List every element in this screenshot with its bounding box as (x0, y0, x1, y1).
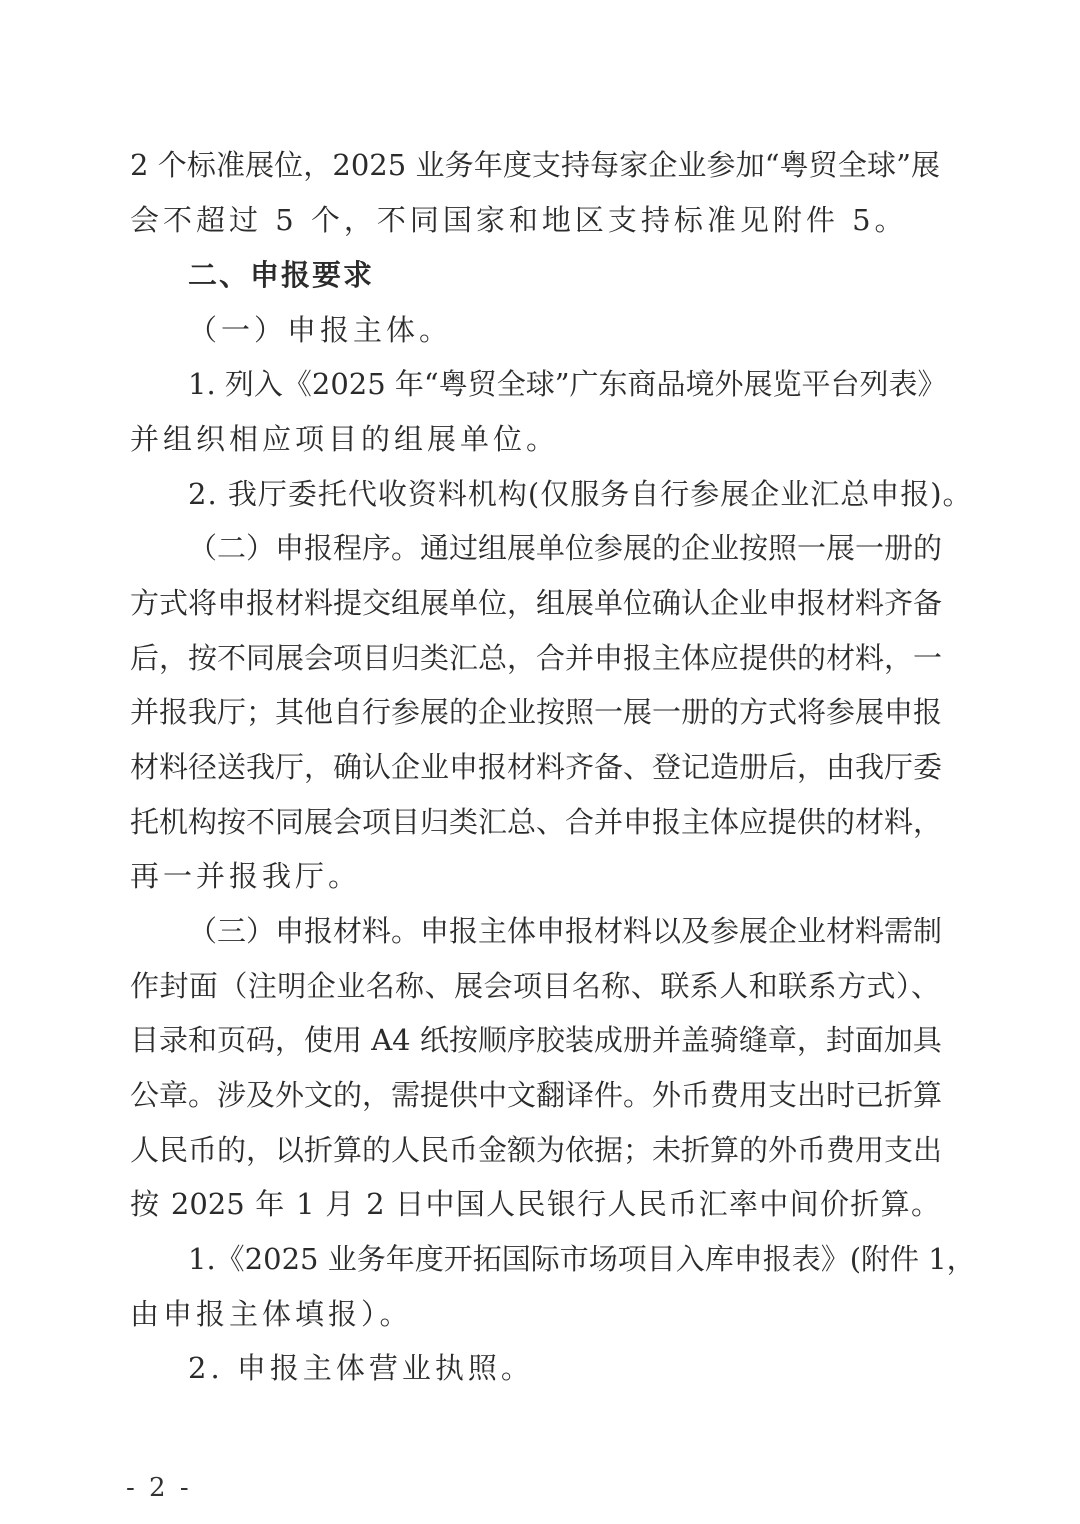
body-line: 人民币的，以折算的人民币金额为依据；未折算的外币费用支出 (130, 1133, 943, 1167)
body-line: 方式将申报材料提交组展单位，组展单位确认企业申报材料齐备 (130, 586, 943, 620)
body-line: 2 个标准展位，2025 业务年度支持每家企业参加“粤贸全球”展 (130, 148, 940, 182)
body-line: 材料径送我厅，确认企业申报材料齐备、登记造册后，由我厅委 (130, 750, 943, 784)
body-line: 并组织相应项目的组展单位。 (130, 422, 560, 456)
body-line: 1. 列入《2025 年“粤贸全球”广东商品境外展览平台列表》 (188, 367, 947, 401)
body-line: 1.《2025 业务年度开拓国际市场项目入库申报表》(附件 1， (188, 1242, 976, 1276)
section-heading: 二、申报要求 (188, 258, 375, 292)
body-line: 2. 申报主体营业执照。 (188, 1351, 534, 1385)
body-line: 并报我厅；其他自行参展的企业按照一展一册的方式将参展申报 (130, 695, 943, 729)
body-line: 托机构按不同展会项目归类汇总、合并申报主体应提供的材料， (130, 805, 943, 839)
body-line: （二）申报程序。通过组展单位参展的企业按照一展一册的 (188, 531, 943, 565)
body-line: （三）申报材料。申报主体申报材料以及参展企业材料需制 (188, 914, 943, 948)
page-number: - 2 - (126, 1473, 192, 1503)
body-line: 会不超过 5 个，不同国家和地区支持标准见附件 5。 (130, 203, 908, 237)
body-line: 按 2025 年 1 月 2 日中国人民银行人民币汇率中间价折算。 (130, 1187, 940, 1221)
body-line: 作封面（注明企业名称、展会项目名称、联系人和联系方式）、 (130, 969, 940, 1003)
body-line: 公章。涉及外文的，需提供中文翻译件。外币费用支出时已折算 (130, 1078, 943, 1112)
subsection-heading: （一）申报主体。 (188, 313, 453, 347)
body-line: 由申报主体填报）。 (130, 1297, 413, 1331)
body-line: 后，按不同展会项目归类汇总，合并申报主体应提供的材料，一 (130, 641, 943, 675)
body-line: 2. 我厅委托代收资料机构(仅服务自行参展企业汇总申报)。 (188, 477, 973, 511)
body-line: 目录和页码，使用 A4 纸按顺序胶装成册并盖骑缝章，封面加具 (130, 1023, 942, 1057)
body-line: 再一并报我厅。 (130, 859, 362, 893)
